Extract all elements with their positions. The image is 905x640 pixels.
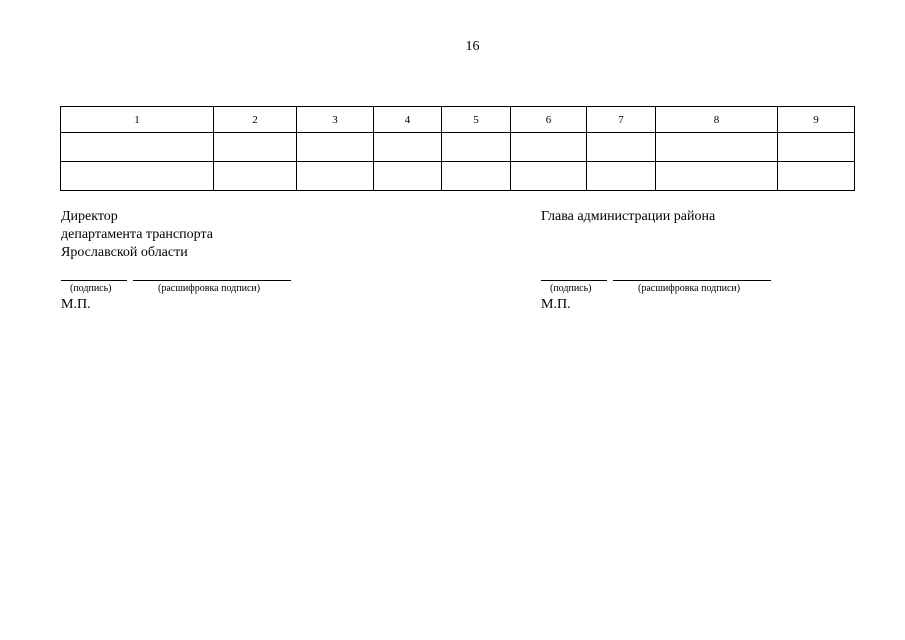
table-cell <box>442 162 511 191</box>
signature-block-head-of-administration <box>541 208 741 314</box>
table-cell <box>442 133 511 162</box>
table-cell <box>297 162 374 191</box>
signature-decode-line <box>613 268 771 281</box>
signature-captions <box>541 282 741 296</box>
table-cell <box>656 162 778 191</box>
seal-mark: М.П. <box>541 297 571 312</box>
table-cell <box>297 133 374 162</box>
column-header: 7 <box>587 107 656 133</box>
table-cell <box>511 162 587 191</box>
table-cell <box>778 133 855 162</box>
signature-line <box>61 268 127 281</box>
column-header: 6 <box>511 107 587 133</box>
signatory-title-line: Глава администрации района <box>541 209 716 224</box>
table-cell <box>374 133 442 162</box>
table-header-row <box>61 107 855 133</box>
table-cell <box>374 162 442 191</box>
table-cell <box>61 162 214 191</box>
seal-mark: М.П. <box>61 297 91 312</box>
signatory-title-line: Ярославской области <box>61 245 188 260</box>
data-table <box>60 106 855 191</box>
signature-captions <box>61 282 261 296</box>
table-row <box>61 162 855 191</box>
signature-caption: (подпись) <box>70 283 112 294</box>
table-cell <box>61 133 214 162</box>
table-cell <box>587 162 656 191</box>
table-cell <box>778 162 855 191</box>
page-number: 16 <box>465 39 480 54</box>
title-spacer <box>541 226 715 262</box>
column-header: 2 <box>214 107 297 133</box>
table-cell <box>214 162 297 191</box>
column-header: 9 <box>778 107 855 133</box>
table-row <box>61 133 855 162</box>
table-cell <box>214 133 297 162</box>
signatory-title-line: департамента транспорта <box>61 227 213 242</box>
signatory-title-line: Директор <box>61 209 118 224</box>
signature-block-director <box>61 208 261 314</box>
column-header: 3 <box>297 107 374 133</box>
signature-caption: (подпись) <box>550 283 592 294</box>
signature-decode-caption: (расшифровка подписи) <box>158 283 261 294</box>
column-header: 8 <box>656 107 778 133</box>
table-cell <box>511 133 587 162</box>
table-cell <box>656 133 778 162</box>
column-header: 5 <box>442 107 511 133</box>
column-header: 1 <box>61 107 214 133</box>
signature-line <box>541 268 607 281</box>
signature-decode-caption: (расшифровка подписи) <box>638 283 741 294</box>
table-cell <box>587 133 656 162</box>
signature-lines <box>61 268 213 282</box>
signature-lines <box>541 268 715 282</box>
column-header: 4 <box>374 107 442 133</box>
signature-decode-line <box>133 268 291 281</box>
